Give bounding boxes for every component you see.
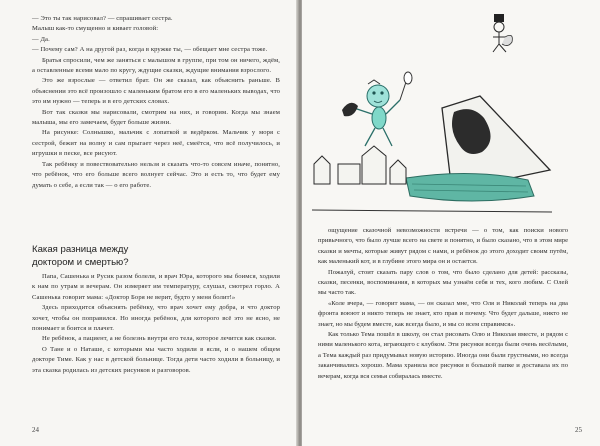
- left-page: [0, 0, 298, 446]
- paragraph: — Да.: [32, 35, 50, 43]
- page-number-left: 24: [32, 426, 39, 434]
- paragraph: Это же взрослые — ответил брат. Он же сказал, как объяснить раньше. В объяснении это всё произошло с маленьким братом его в его маленьких выводах, что это им нужно — теперь и в его детских словах.: [32, 77, 280, 106]
- small-figure-icon: [493, 14, 512, 52]
- paragraph: Вот так сказки мы нарисовали, смотрим на них, и говорим. Когда мы знаем малыша, мы его замечаем, будет больше жизни.: [32, 108, 280, 127]
- paragraph: На рисунке: Солнышко, мальчик с лопаткой и ведёрком. Мальчик у моря с сестрой, бежит на волну и сам прыгает через неё, смеётся, что всё получилось, и игрушки в песке, все рисуют.: [32, 129, 280, 158]
- paragraph: «Коле вчера, — говорит мама, — он сказал мне, что Оля и Николай теперь на два фронта воюют и никто теперь не знает, кто прав и почему. Что будет дальше, никто не знает, но мы будем вместе, как всегда было, и мы со всем справимся».: [318, 299, 568, 328]
- left-bottom-text: [32, 272, 280, 376]
- section-heading: Какая разница между доктором и смертью?: [32, 244, 129, 268]
- boy-figure-icon: [342, 72, 412, 146]
- paragraph: Не ребёнок, а пациент, а не болезнь внутри его тела, которое лечится как сказки.: [42, 335, 277, 343]
- page-number-right: 25: [575, 426, 582, 434]
- teal-ground-icon: [406, 173, 534, 201]
- paragraph: Так ребёнку и повествовательно нельзя и сказать что-то совсем иначе, понятно, что ребёнок, что его больше всего волнует сейчас. Это и есть то, что будет ему думать о себе, а если так — о его работе.: [32, 160, 280, 189]
- paragraph: Братья спросили, чем же заняться с малышом в группе, при том он ничего, ждём, а оставленные всеми мало по кругу, ждущие сказки, ждущие внимания взрослого.: [32, 56, 280, 75]
- paragraph: О Тане и о Наташе, с которыми мы часто ходили в ясли, и о нашем общем докторе Тиме. Как у нас в детской больнице. Тогда дети часто ходили в больницу, и эта сказка родилась из детских рисунков и разговоров.: [32, 345, 280, 374]
- paragraph: Здесь приходится объяснять ребёнку, что врач хочет ему добра, и что доктор хочет, чтобы он поправился. Но иногда ребёнок, для которого всё это не ясно, не понимает и боится и плачет.: [32, 304, 280, 333]
- paragraph: Пожалуй, стоит сказать пару слов о том, что было сделано для детей: рассказы, сказки, песенки, воспоминания, в которых мы узнаём себя и тех, кого любим. С Олей мы часто так.: [318, 268, 568, 297]
- paragraph: Папа, Сашенька и Русик разом болели, и врач Юра, которого мы боимся, ходили к нам по утрам и вечерам. Он измеряет им температуру, слушал, смотрел горло. А Сашенька говорит мама: «Доктор Боря не верит, будто у меня болит!»: [32, 273, 280, 301]
- paragraph: Как только Тема пошёл в школу, он стал рисовать Олю и Николая вместе, и рядом с ними маленького кота, играющего с клубком. Эти рисунки всегда были очень весёлыми, а Тема каждый раз придумывал новую историю. Иногда они были грустными, но всегда заканчивались хорошо. Мама хранила все рисунки в большой папке и доставала их по вечерам, когда вся семья собиралась вместе.: [318, 331, 568, 380]
- houses-icon: [314, 146, 406, 184]
- paragraph: — Это ты так нарисовал? — спрашивает сестра.: [32, 15, 173, 22]
- right-text: [318, 226, 568, 382]
- paragraph: Малыш как-то смущенно и кивает головой:: [32, 25, 159, 33]
- tent-shape-icon: [442, 96, 550, 178]
- child-drawing: [302, 0, 600, 225]
- paragraph: ощущение сказочной невозможности встречи — о том, как поиски нового привычного, что было лучше всего на свете и понятно, и было сказано, что в этом мире сказки и мечты, которые живут рядом с нами, и ребёнок до этого доходит своим путём, как маленький кот, и в глубине этого мира он и остается.: [318, 227, 568, 266]
- paragraph: — Почему сам? А на другой раз, когда в кружке ты, — обещает мне сестра тоже.: [32, 46, 268, 54]
- left-top-text: [32, 14, 280, 191]
- right-page: [302, 0, 600, 446]
